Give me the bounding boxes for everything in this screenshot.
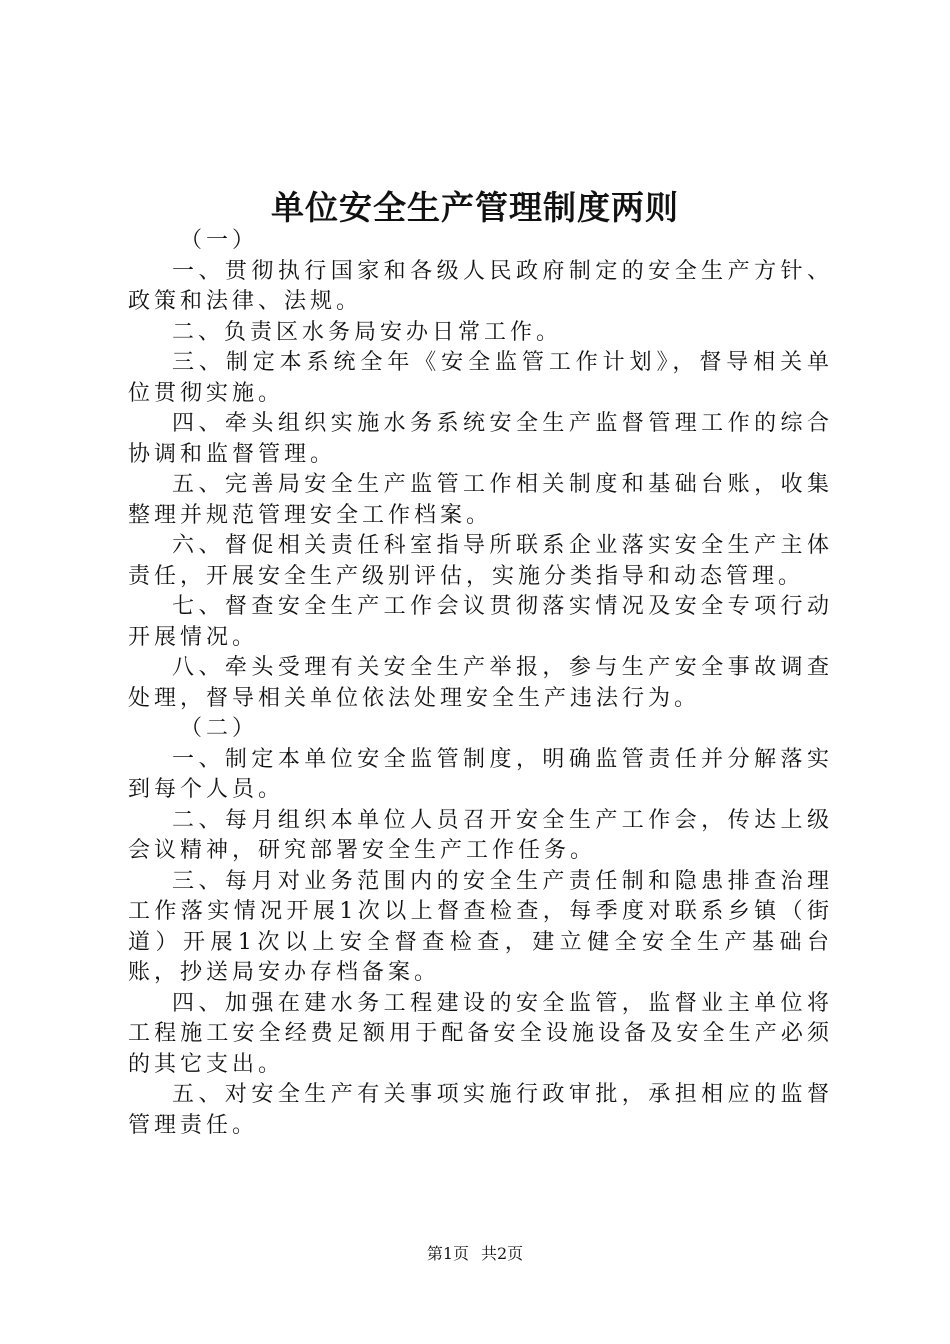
- section2-item-2: 二、每月组织本单位人员召开安全生产工作会，传达上级会议精神，研究部署安全生产工作任务。: [128, 807, 833, 863]
- page-footer: [0, 1242, 950, 1266]
- section-label-1: （一）: [180, 228, 259, 253]
- section1-item-3: 三、制定本系统全年《安全监管工作计划》，督导相关单位贯彻实施。: [128, 350, 833, 406]
- section2-item-4: 四、加强在建水务工程建设的安全监管，监督业主单位将工程施工安全经费足额用于配备安全设施设备及安全生产必须的其它支出。: [128, 990, 833, 1077]
- document-title: 单位安全生产管理制度两则: [271, 188, 679, 227]
- document-body: [128, 226, 833, 1141]
- section2-item-3: 三、每月对业务范围内的安全生产责任制和隐患排查治理工作落实情况开展1次以上督查检查，每季度对联系乡镇（街道）开展1次以上安全督查检查，建立健全安全生产基础台账，抄送局安办存档备案。: [128, 868, 833, 985]
- section1-item-5: 五、完善局安全生产监管工作相关制度和基础台账，收集整理并规范管理安全工作档案。: [128, 472, 833, 528]
- section1-item-1: 一、贯彻执行国家和各级人民政府制定的安全生产方针、政策和法律、法规。: [128, 258, 833, 314]
- section2-item-5: 五、对安全生产有关事项实施行政审批，承担相应的监督管理责任。: [128, 1082, 833, 1138]
- section1-item-4: 四、牵头组织实施水务系统安全生产监督管理工作的综合协调和监督管理。: [128, 411, 833, 467]
- section1-item-6: 六、督促相关责任科室指导所联系企业落实安全生产主体责任，开展安全生产级别评估，实施分类指导和动态管理。: [128, 533, 833, 589]
- section1-item-8: 八、牵头受理有关安全生产举报，参与生产安全事故调查处理，督导相关单位依法处理安全生产违法行为。: [128, 655, 833, 711]
- section1-item-7: 七、督查安全生产工作会议贯彻落实情况及安全专项行动开展情况。: [128, 594, 833, 650]
- section-label-2: （二）: [180, 716, 259, 741]
- section2-item-1: 一、制定本单位安全监管制度，明确监管责任并分解落实到每个人员。: [128, 746, 833, 802]
- section1-item-2: 二、负责区水务局安办日常工作。: [172, 319, 563, 345]
- page-number-current: 第1页: [426, 1244, 469, 1263]
- page-number-total: 共2页: [481, 1244, 524, 1263]
